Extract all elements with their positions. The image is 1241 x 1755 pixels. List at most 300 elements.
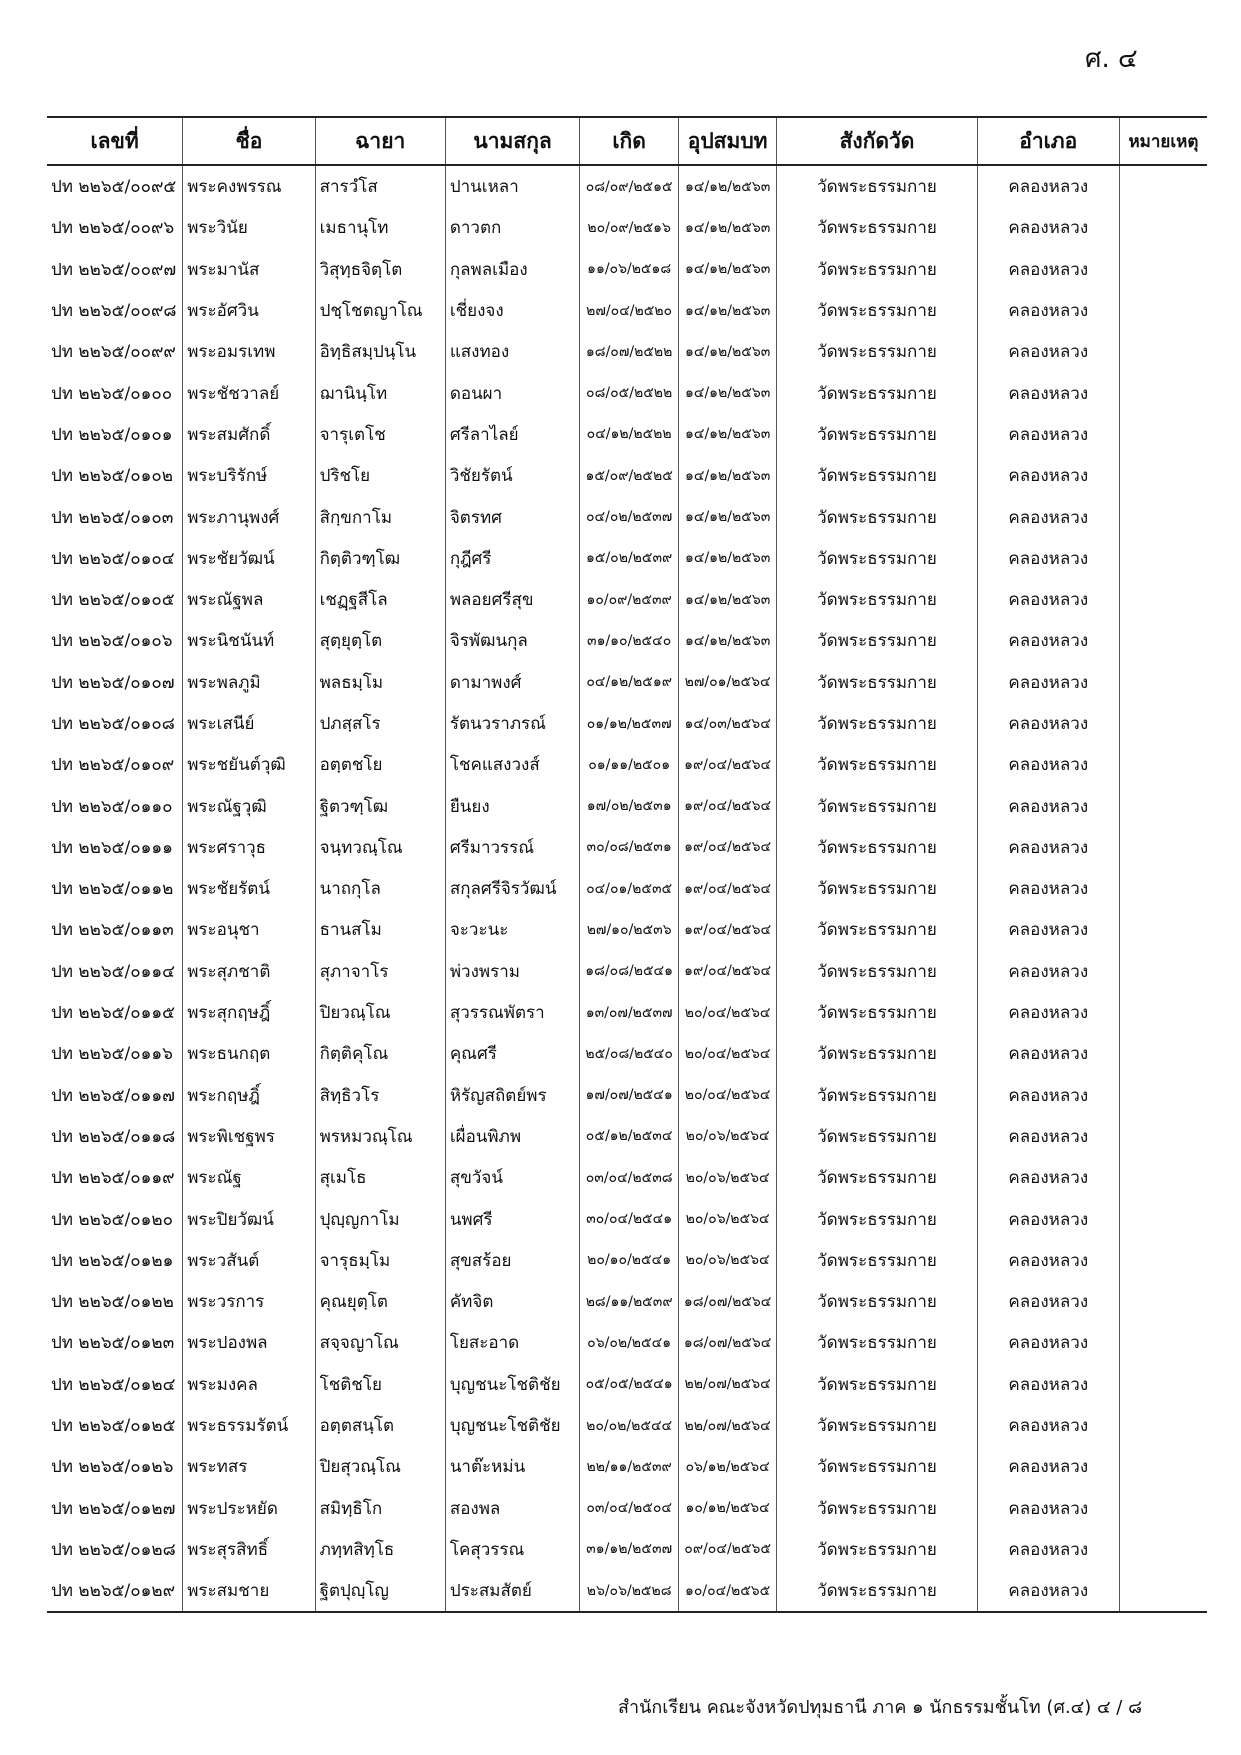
cell-temple: วัดพระธรรมกาย: [777, 1075, 977, 1116]
cell-remark: [1119, 785, 1207, 826]
cell-temple: วัดพระธรรมกาย: [777, 165, 977, 207]
cell-birth: ๐๓/๐๔/๒๕๓๘: [580, 1157, 678, 1198]
cell-id: ปท ๒๒๖๕/๐๑๒๐: [51, 1209, 173, 1230]
cell-temple: วัดพระธรรมกาย: [777, 455, 977, 496]
cell-ordination: ๒๐/๐๔/๒๕๖๔: [678, 1033, 776, 1074]
cell-district: คลองหลวง: [977, 744, 1119, 785]
cell-surname: โชคแสงวงส์: [445, 744, 580, 785]
cell-remark: [1119, 827, 1207, 868]
cell-remark: [1119, 1446, 1207, 1487]
cell-ordination: ๑๔/๑๒/๒๕๖๓: [678, 414, 776, 455]
cell-birth: ๒๐/๐๒/๒๕๔๔: [580, 1405, 678, 1446]
cell-district: คลองหลวง: [977, 1364, 1119, 1405]
table-row: [47, 207, 1207, 248]
cell-remark: [1119, 1075, 1207, 1116]
cell-surname: จิตรทศ: [445, 496, 580, 537]
cell-ordination: ๑๘/๐๗/๒๕๖๔: [678, 1281, 776, 1322]
cell-alias: อตฺตสนฺโต: [315, 1405, 445, 1446]
table-row: [47, 1116, 1207, 1157]
cell-ordination: ๑๙/๐๔/๒๕๖๔: [678, 909, 776, 950]
cell-ordination: ๒๐/๐๔/๒๕๖๔: [678, 992, 776, 1033]
cell-birth: ๑๗/๐๗/๒๕๔๑: [580, 1075, 678, 1116]
table-row: [47, 1364, 1207, 1405]
cell-temple: วัดพระธรรมกาย: [777, 1157, 977, 1198]
cell-name: พระพลภูมิ: [183, 662, 315, 703]
cell-surname: จิรพัฒนกุล: [445, 620, 580, 661]
cell-ordination: ๐๙/๐๔/๒๕๖๕: [678, 1529, 776, 1570]
cell-ordination: ๑๔/๑๒/๒๕๖๓: [678, 579, 776, 620]
table-row: [47, 1198, 1207, 1239]
cell-surname: สองพล: [445, 1488, 580, 1529]
header-district: อำเภอ: [977, 117, 1119, 165]
cell-birth: ๐๕/๑๒/๒๕๓๔: [580, 1116, 678, 1157]
cell-surname: โยสะอาด: [445, 1322, 580, 1363]
cell-id: ปท ๒๒๖๕/๐๐๙๕: [51, 177, 177, 198]
cell-name: พระมานัส: [183, 249, 315, 290]
cell-name: พระปองพล: [183, 1322, 315, 1363]
cell-temple: วัดพระธรรมกาย: [777, 620, 977, 661]
cell-name: พระวรการ: [183, 1281, 315, 1322]
cell-surname: ดามาพงศ์: [445, 662, 580, 703]
table-row: [47, 744, 1207, 785]
cell-id: ปท ๒๒๖๕/๐๑๑๕: [51, 1003, 176, 1024]
cell-name: พระวสันต์: [183, 1240, 315, 1281]
cell-alias: ปชฺโชตญาโณ: [315, 290, 445, 331]
cell-surname: จะวะนะ: [445, 909, 580, 950]
cell-alias: สิกฺขกาโม: [315, 496, 445, 537]
cell-ordination: ๑๙/๐๔/๒๕๖๔: [678, 785, 776, 826]
cell-birth: ๐๓/๐๔/๒๕๐๔: [580, 1488, 678, 1529]
cell-temple: วัดพระธรรมกาย: [777, 538, 977, 579]
cell-birth: ๑๕/๐๙/๒๕๒๕: [580, 455, 678, 496]
table-row: [47, 372, 1207, 413]
cell-surname: สกุลศรีจิรวัฒน์: [445, 868, 580, 909]
cell-id: ปท ๒๒๖๕/๐๑๒๑: [51, 1250, 174, 1271]
cell-birth: ๒๖/๐๖/๒๕๒๘: [580, 1570, 678, 1612]
cell-district: คลองหลวง: [977, 455, 1119, 496]
cell-alias: นาถกุโล: [315, 868, 445, 909]
header-remark: หมายเหตุ: [1119, 117, 1207, 165]
cell-birth: ๑๘/๐๘/๒๕๔๑: [580, 951, 678, 992]
cell-district: คลองหลวง: [977, 620, 1119, 661]
table-row: [47, 827, 1207, 868]
cell-remark: [1119, 992, 1207, 1033]
cell-district: คลองหลวง: [977, 1033, 1119, 1074]
cell-name: พระณัฐวุฒิ: [183, 785, 315, 826]
cell-id: ปท ๒๒๖๕/๐๑๐๗: [51, 672, 175, 693]
cell-ordination: ๒๐/๐๖/๒๕๖๔: [678, 1157, 776, 1198]
cell-birth: ๐๔/๑๒/๒๕๒๒: [580, 414, 678, 455]
cell-ordination: ๑๙/๐๔/๒๕๖๔: [678, 827, 776, 868]
cell-remark: [1119, 703, 1207, 744]
page-footer: สำนักเรียน คณะจังหวัดปทุมธานี ภาค ๑ นักธรรมชั้นโท (ศ.๔) ๔ / ๘: [618, 1697, 1142, 1718]
cell-ordination: ๒๒/๐๗/๒๕๖๔: [678, 1405, 776, 1446]
header-id: เลขที่: [47, 117, 183, 165]
cell-surname: หิรัญสถิตย์พร: [445, 1075, 580, 1116]
page-code: ศ. ๔: [1085, 44, 1138, 74]
cell-birth: ๒๐/๐๙/๒๕๑๖: [580, 207, 678, 248]
cell-surname: ยืนยง: [445, 785, 580, 826]
cell-birth: ๒๗/๐๔/๒๕๒๐: [580, 290, 678, 331]
cell-birth: ๐๔/๐๒/๒๕๓๗: [580, 496, 678, 537]
cell-name: พระชัชวาลย์: [183, 372, 315, 413]
cell-district: คลองหลวง: [977, 703, 1119, 744]
cell-name: พระอนุชา: [183, 909, 315, 950]
cell-birth: ๐๑/๑๒/๒๕๓๗: [580, 703, 678, 744]
cell-birth: ๐๕/๐๕/๒๕๔๑: [580, 1364, 678, 1405]
cell-district: คลองหลวง: [977, 1405, 1119, 1446]
table-row: [47, 1281, 1207, 1322]
cell-temple: วัดพระธรรมกาย: [777, 1198, 977, 1239]
cell-id: ปท ๒๒๖๕/๐๑๐๘: [51, 714, 175, 734]
cell-temple: วัดพระธรรมกาย: [777, 372, 977, 413]
cell-temple: วัดพระธรรมกาย: [777, 579, 977, 620]
table-row: [47, 538, 1207, 579]
cell-surname: เผื่อนพิภพ: [445, 1116, 580, 1157]
cell-name: พระพิเชฐพร: [183, 1116, 315, 1157]
cell-name: พระศราวุธ: [183, 827, 315, 868]
cell-alias: ปภสฺสโร: [315, 703, 445, 744]
cell-surname: เชี่ยงจง: [445, 290, 580, 331]
cell-ordination: ๒๐/๐๔/๒๕๖๔: [678, 1075, 776, 1116]
cell-birth: ๐๔/๑๒/๒๕๑๙: [580, 662, 678, 703]
cell-ordination: ๒๒/๐๗/๒๕๖๔: [678, 1364, 776, 1405]
cell-id: ปท ๒๒๖๕/๐๑๒๙: [47, 1570, 183, 1612]
cell-remark: [1119, 1116, 1207, 1157]
cell-alias: ภทฺทสิทฺโธ: [315, 1529, 445, 1570]
cell-id: ปท ๒๒๖๕/๐๑๒๔: [51, 1374, 176, 1395]
cell-name: พระสมศักดิ์: [183, 414, 315, 455]
cell-id: ปท ๒๒๖๕/๐๑๐๒: [51, 466, 173, 487]
cell-temple: วัดพระธรรมกาย: [777, 1364, 977, 1405]
cell-surname: ปานเหลา: [445, 165, 580, 207]
cell-id: ปท ๒๒๖๕/๐๑๐๐: [51, 383, 173, 404]
cell-district: คลองหลวง: [977, 1488, 1119, 1529]
cell-alias: ปริชโย: [315, 455, 445, 496]
cell-ordination: ๑๔/๑๒/๒๕๖๓: [678, 331, 776, 372]
cell-remark: [1119, 1198, 1207, 1239]
cell-district: คลองหลวง: [977, 207, 1119, 248]
cell-alias: สุเมโธ: [315, 1157, 445, 1198]
cell-name: พระเสนีย์: [183, 703, 315, 744]
cell-id: ปท ๒๒๖๕/๐๑๑๙: [51, 1168, 175, 1189]
cell-name: พระธรรมรัตน์: [183, 1405, 315, 1446]
cell-remark: [1119, 1240, 1207, 1281]
cell-name: พระธนกฤต: [183, 1033, 315, 1074]
table-row: [47, 290, 1207, 331]
cell-district: คลองหลวง: [977, 868, 1119, 909]
cell-birth: ๐๘/๐๕/๒๕๒๒: [580, 372, 678, 413]
cell-remark: [1119, 1405, 1207, 1446]
cell-district: คลองหลวง: [977, 951, 1119, 992]
cell-alias: เมธานุโท: [315, 207, 445, 248]
table-row: [47, 703, 1207, 744]
cell-ordination: ๑๐/๑๒/๒๕๖๔: [678, 1488, 776, 1529]
cell-alias: พลธมฺโม: [315, 662, 445, 703]
cell-temple: วัดพระธรรมกาย: [777, 1033, 977, 1074]
cell-ordination: ๒๗/๐๑/๒๕๖๔: [678, 662, 776, 703]
cell-temple: วัดพระธรรมกาย: [777, 496, 977, 537]
cell-ordination: ๒๐/๐๖/๒๕๖๔: [678, 1116, 776, 1157]
cell-alias: สจฺจญาโณ: [315, 1322, 445, 1363]
cell-alias: ปุญฺญกาโม: [315, 1198, 445, 1239]
cell-alias: คุณยุตฺโต: [315, 1281, 445, 1322]
cell-id: ปท ๒๒๖๕/๐๑๐๖: [51, 631, 173, 652]
cell-temple: วัดพระธรรมกาย: [777, 331, 977, 372]
cell-remark: [1119, 1322, 1207, 1363]
cell-alias: ปิยสุวณฺโณ: [315, 1446, 445, 1487]
cell-remark: [1119, 909, 1207, 950]
cell-surname: กุฎีศรี: [445, 538, 580, 579]
cell-birth: ๒๕/๐๘/๒๕๔๐: [580, 1033, 678, 1074]
cell-district: คลองหลวง: [977, 290, 1119, 331]
cell-temple: วัดพระธรรมกาย: [777, 1116, 977, 1157]
cell-alias: ปิยวณฺโณ: [315, 992, 445, 1033]
cell-district: คลองหลวง: [977, 909, 1119, 950]
cell-name: พระบริรักษ์: [183, 455, 315, 496]
cell-district: คลองหลวง: [977, 1116, 1119, 1157]
cell-district: คลองหลวง: [977, 1075, 1119, 1116]
table-row: [47, 868, 1207, 909]
cell-ordination: ๑๙/๐๔/๒๕๖๔: [678, 744, 776, 785]
cell-name: พระสมชาย: [183, 1570, 315, 1612]
cell-alias: วิสุทฺธจิตฺโต: [315, 249, 445, 290]
cell-remark: [1119, 290, 1207, 331]
cell-alias: สุภาจาโร: [315, 951, 445, 992]
header-name: ชื่อ: [183, 117, 315, 165]
cell-name: พระอมรเทพ: [183, 331, 315, 372]
table-row: [47, 331, 1207, 372]
cell-id: ปท ๒๒๖๕/๐๑๐๙: [51, 755, 175, 776]
cell-district: คลองหลวง: [977, 1240, 1119, 1281]
cell-birth: ๒๐/๑๐/๒๕๔๑: [580, 1240, 678, 1281]
cell-id: ปท ๒๒๖๕/๐๑๒๓: [51, 1333, 175, 1354]
cell-temple: วัดพระธรรมกาย: [777, 1570, 977, 1612]
cell-temple: วัดพระธรรมกาย: [777, 827, 977, 868]
cell-id: ปท ๒๒๖๕/๐๑๐๑: [51, 424, 173, 445]
cell-ordination: ๑๙/๐๔/๒๕๖๔: [678, 868, 776, 909]
cell-id: ปท ๒๒๖๕/๐๑๒๖: [51, 1457, 174, 1478]
cell-remark: [1119, 1281, 1207, 1322]
cell-remark: [1119, 414, 1207, 455]
table-row: [47, 165, 1207, 207]
cell-alias: ฐิตวฑฺโฒ: [315, 785, 445, 826]
cell-name: พระทสร: [183, 1446, 315, 1487]
cell-birth: ๑๕/๐๒/๒๕๓๙: [580, 538, 678, 579]
cell-ordination: ๑๔/๑๒/๒๕๖๓: [678, 455, 776, 496]
cell-name: พระอัศวิน: [183, 290, 315, 331]
cell-name: พระคงพรรณ: [183, 165, 315, 207]
cell-temple: วัดพระธรรมกาย: [777, 909, 977, 950]
cell-birth: ๐๘/๐๙/๒๕๑๕: [580, 165, 678, 207]
cell-district: คลองหลวง: [977, 1281, 1119, 1322]
cell-temple: วัดพระธรรมกาย: [777, 992, 977, 1033]
cell-district: คลองหลวง: [977, 372, 1119, 413]
header-surname: นามสกุล: [445, 117, 580, 165]
table-row: [47, 496, 1207, 537]
cell-temple: วัดพระธรรมกาย: [777, 249, 977, 290]
table-row: [47, 662, 1207, 703]
cell-name: พระกฤษฎิ์: [183, 1075, 315, 1116]
cell-remark: [1119, 1488, 1207, 1529]
cell-alias: สุตฺยุตฺโต: [315, 620, 445, 661]
cell-temple: วัดพระธรรมกาย: [777, 1446, 977, 1487]
cell-id: ปท ๒๒๖๕/๐๑๑๗: [51, 1085, 175, 1106]
table-row: [47, 951, 1207, 992]
cell-birth: ๓๐/๐๔/๒๕๔๑: [580, 1198, 678, 1239]
cell-alias: จารุเตโช: [315, 414, 445, 455]
cell-birth: ๓๑/๑๒/๒๕๓๗: [580, 1529, 678, 1570]
header-birth: เกิด: [580, 117, 678, 165]
cell-district: คลองหลวง: [977, 538, 1119, 579]
cell-id: ปท ๒๒๖๕/๐๑๒๗: [51, 1498, 176, 1519]
cell-birth: ๐๔/๐๑/๒๕๓๕: [580, 868, 678, 909]
cell-surname: ดอนผา: [445, 372, 580, 413]
cell-remark: [1119, 1570, 1207, 1612]
cell-alias: กิตฺติคุโณ: [315, 1033, 445, 1074]
cell-name: พระวินัย: [183, 207, 315, 248]
table-row: [47, 249, 1207, 290]
cell-district: คลองหลวง: [977, 1446, 1119, 1487]
cell-remark: [1119, 496, 1207, 537]
cell-surname: คัทจิต: [445, 1281, 580, 1322]
cell-surname: สุขสร้อย: [445, 1240, 580, 1281]
cell-district: คลองหลวง: [977, 992, 1119, 1033]
cell-id: ปท ๒๒๖๕/๐๐๙๙: [51, 342, 176, 363]
table-row: [47, 1240, 1207, 1281]
cell-temple: วัดพระธรรมกาย: [777, 1240, 977, 1281]
table-row: [47, 1446, 1207, 1487]
cell-alias: อิทฺธิสมฺปนฺโน: [315, 331, 445, 372]
cell-name: พระชัยวัฒน์: [183, 538, 315, 579]
cell-surname: ศรีลาไลย์: [445, 414, 580, 455]
cell-alias: สารวํโส: [315, 165, 445, 207]
table-row: [47, 1488, 1207, 1529]
table-row: [47, 785, 1207, 826]
cell-alias: สมิทฺธิโก: [315, 1488, 445, 1529]
cell-remark: [1119, 579, 1207, 620]
cell-alias: จนฺทวณฺโณ: [315, 827, 445, 868]
cell-birth: ๒๘/๑๑/๒๕๓๙: [580, 1281, 678, 1322]
cell-temple: วัดพระธรรมกาย: [777, 1281, 977, 1322]
cell-surname: พลอยศรีสุข: [445, 579, 580, 620]
cell-remark: [1119, 538, 1207, 579]
cell-remark: [1119, 620, 1207, 661]
cell-surname: นาต๊ะหม่น: [445, 1446, 580, 1487]
cell-remark: [1119, 744, 1207, 785]
cell-alias: พรหมวณฺโณ: [315, 1116, 445, 1157]
roster-table: [47, 116, 1207, 1613]
cell-ordination: ๑๙/๐๔/๒๕๖๔: [678, 951, 776, 992]
cell-surname: สุวรรณพัตรา: [445, 992, 580, 1033]
cell-temple: วัดพระธรรมกาย: [777, 1488, 977, 1529]
cell-ordination: ๑๔/๑๒/๒๕๖๓: [678, 496, 776, 537]
cell-surname: บุญชนะโชติชัย: [445, 1405, 580, 1446]
table-row: [47, 620, 1207, 661]
roster-body: [47, 165, 1207, 1612]
cell-remark: [1119, 1529, 1207, 1570]
cell-temple: วัดพระธรรมกาย: [777, 414, 977, 455]
cell-id: ปท ๒๒๖๕/๐๐๙๘: [51, 301, 177, 322]
cell-name: พระสุภชาติ: [183, 951, 315, 992]
cell-district: คลองหลวง: [977, 1322, 1119, 1363]
cell-id: ปท ๒๒๖๕/๐๑๑๔: [51, 961, 176, 982]
table-row: [47, 1405, 1207, 1446]
table-row: [47, 1322, 1207, 1363]
table-row: [47, 1033, 1207, 1074]
cell-birth: ๓๐/๐๘/๒๕๓๑: [580, 827, 678, 868]
cell-remark: [1119, 868, 1207, 909]
cell-district: คลองหลวง: [977, 785, 1119, 826]
cell-alias: โชติชโย: [315, 1364, 445, 1405]
cell-surname: โคสุวรรณ: [445, 1529, 580, 1570]
cell-ordination: ๒๐/๐๖/๒๕๖๔: [678, 1198, 776, 1239]
cell-remark: [1119, 662, 1207, 703]
cell-name: พระปิยวัฒน์: [183, 1198, 315, 1239]
cell-temple: วัดพระธรรมกาย: [777, 1405, 977, 1446]
cell-ordination: ๑๔/๐๓/๒๕๖๔: [678, 703, 776, 744]
cell-ordination: ๑๘/๐๗/๒๕๖๔: [678, 1322, 776, 1363]
cell-surname: ดาวตก: [445, 207, 580, 248]
cell-temple: วัดพระธรรมกาย: [777, 744, 977, 785]
cell-surname: นพศรี: [445, 1198, 580, 1239]
cell-ordination: ๒๐/๐๖/๒๕๖๔: [678, 1240, 776, 1281]
header-temple: สังกัดวัด: [777, 117, 977, 165]
cell-temple: วัดพระธรรมกาย: [777, 703, 977, 744]
cell-surname: คุณศรี: [445, 1033, 580, 1074]
cell-name: พระนิชนันท์: [183, 620, 315, 661]
cell-id: ปท ๒๒๖๕/๐๑๒๕: [51, 1416, 176, 1437]
header-ordination: อุปสมบท: [678, 117, 776, 165]
cell-ordination: ๑๔/๑๒/๒๕๖๓: [678, 207, 776, 248]
cell-district: คลองหลวง: [977, 165, 1119, 207]
cell-ordination: ๑๔/๑๒/๒๕๖๓: [678, 290, 776, 331]
cell-alias: ฐิตปุญฺโญ: [315, 1570, 445, 1612]
cell-name: พระชยันต์วุฒิ: [183, 744, 315, 785]
cell-id: ปท ๒๒๖๕/๐๑๑๒: [51, 879, 174, 900]
table-row: [47, 992, 1207, 1033]
cell-temple: วัดพระธรรมกาย: [777, 951, 977, 992]
cell-district: คลองหลวง: [977, 1570, 1119, 1612]
cell-alias: เชฏฺฐสีโล: [315, 579, 445, 620]
table-row: [47, 579, 1207, 620]
header-row: [47, 117, 1207, 165]
cell-district: คลองหลวง: [977, 1198, 1119, 1239]
cell-district: คลองหลวง: [977, 1529, 1119, 1570]
cell-temple: วัดพระธรรมกาย: [777, 290, 977, 331]
cell-district: คลองหลวง: [977, 414, 1119, 455]
cell-alias: อตฺตชโย: [315, 744, 445, 785]
cell-ordination: ๑๔/๑๒/๒๕๖๓: [678, 538, 776, 579]
table-row: [47, 1570, 1207, 1612]
cell-remark: [1119, 1157, 1207, 1198]
cell-surname: ประสมสัตย์: [445, 1570, 580, 1612]
cell-temple: วัดพระธรรมกาย: [777, 785, 977, 826]
cell-name: พระชัยรัตน์: [183, 868, 315, 909]
cell-birth: ๐๖/๐๒/๒๕๔๑: [580, 1322, 678, 1363]
cell-alias: สิทฺธิวโร: [315, 1075, 445, 1116]
cell-surname: ศรีมาวรรณ์: [445, 827, 580, 868]
cell-birth: ๐๑/๑๑/๒๕๐๑: [580, 744, 678, 785]
cell-birth: ๑๓/๐๗/๒๕๓๗: [580, 992, 678, 1033]
cell-district: คลองหลวง: [977, 662, 1119, 703]
cell-id: ปท ๒๒๖๕/๐๑๑๘: [51, 1126, 176, 1147]
cell-district: คลองหลวง: [977, 496, 1119, 537]
cell-district: คลองหลวง: [977, 331, 1119, 372]
cell-surname: แสงทอง: [445, 331, 580, 372]
cell-district: คลองหลวง: [977, 827, 1119, 868]
table-row: [47, 455, 1207, 496]
